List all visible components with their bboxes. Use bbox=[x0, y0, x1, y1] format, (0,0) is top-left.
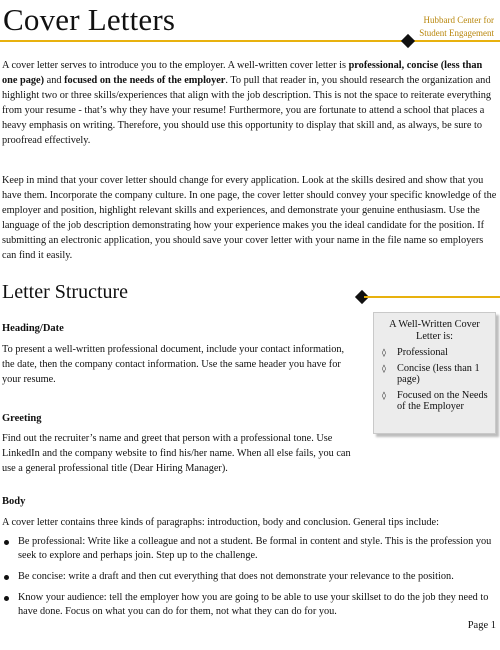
header-rule bbox=[0, 40, 500, 42]
diamond-ornament-icon bbox=[401, 34, 415, 48]
intro-paragraph-2: Keep in mind that your cover letter should change for every application. Look at the skills desired and show that you have them. Incorporate the company culture. In one page, the cover letter should convey your specific knowledge of the employer and position, highlight relevant skills and experiences, and demonstrate your genuine enthusiasm. Use the language of the job description demonstrating how your experience makes you the ideal candidate for the position. If submitting an electronic application, you should save your cover letter with your name in the file name so employers can find it easily. bbox=[2, 175, 497, 261]
list-item bbox=[2, 535, 496, 563]
list-item bbox=[2, 570, 496, 584]
body-paragraph: A cover letter contains three kinds of paragraphs: introduction, body and conclusion. General tips include: bbox=[2, 517, 439, 528]
section-rule bbox=[364, 296, 500, 298]
sidebar-title: A Well-Written Cover Letter is: bbox=[389, 319, 480, 342]
intro-text: and bbox=[44, 75, 65, 86]
sidebar-list-item bbox=[374, 347, 495, 358]
bullet-dot-icon bbox=[4, 575, 9, 580]
intro-text: A cover letter serves to introduce you to the employer. A well-written cover letter is bbox=[2, 60, 349, 71]
page-title: Cover Letters bbox=[3, 2, 176, 37]
list-item bbox=[2, 591, 496, 619]
org-name-line-2: Student Engagement bbox=[419, 28, 494, 38]
intro-emphasis-focused: focused on the needs of the employer bbox=[64, 75, 226, 86]
intro-text: . To pull that reader in, you should research the organization and highlight two or three skills/experiences that align with the job description. This is not the space to reiterate everything from your resume - that’s why they have your resume! Furthermore, you are fortunate to attend a school that places a heavy emphasis on writing. Therefore, you should use this opportunity to display that skill and, as always, be sure to proofread effectively. bbox=[2, 75, 492, 146]
diamond-bullet-icon: ◊ bbox=[382, 364, 386, 373]
diamond-bullet-icon: ◊ bbox=[382, 391, 386, 400]
tip-text: Know your audience: tell the employer how you are going to be able to use your skillset to do the job they need to have done. Focus on what you can do for them, not what they can do for you. bbox=[18, 592, 489, 617]
subheading-greeting: Greeting bbox=[2, 413, 42, 424]
org-name-line-1: Hubbard Center for bbox=[423, 15, 494, 25]
sidebar-item-label: Professional bbox=[397, 347, 448, 358]
page-number: Page 1 bbox=[467, 620, 496, 631]
sidebar-callout bbox=[373, 312, 496, 434]
greeting-paragraph: Find out the recruiter’s name and greet that person with a professional tone. Use LinkedIn and the company website to find his/her name. When all else fails, you can use a general professional title (Dear Hiring Manager). bbox=[2, 433, 351, 474]
sidebar-item-label: Focused on the Needs of the Employer bbox=[397, 390, 488, 412]
bullet-dot-icon bbox=[4, 540, 9, 545]
diamond-bullet-icon: ◊ bbox=[382, 348, 386, 357]
subheading-heading-date: Heading/Date bbox=[2, 323, 64, 334]
org-name bbox=[419, 14, 494, 40]
page-header bbox=[0, 0, 500, 44]
subheading-body: Body bbox=[2, 496, 26, 507]
body-tips-list bbox=[2, 535, 496, 626]
bullet-dot-icon bbox=[4, 596, 9, 601]
section-title-letter-structure: Letter Structure bbox=[2, 281, 129, 303]
sidebar-list-item bbox=[374, 363, 495, 385]
intro-emphasis-professional: professional, concise (less than one page) bbox=[2, 60, 483, 86]
tip-text: Be professional: Write like a colleague and not a student. Be formal in content and style. This is the profession you seek to explore and perhaps join. Step up to the challenge. bbox=[18, 536, 492, 561]
sidebar-item-label: Concise (less than 1 page) bbox=[397, 363, 480, 385]
intro-paragraph-1 bbox=[2, 58, 498, 148]
sidebar-list-item bbox=[374, 390, 495, 412]
heading-date-paragraph: To present a well-written professional document, include your contact information, the date, then the company contact information. Use the same header you have for your resume. bbox=[2, 344, 345, 385]
sidebar-list bbox=[374, 347, 495, 412]
tip-text: Be concise: write a draft and then cut everything that does not demonstrate your relevance to the position. bbox=[18, 571, 454, 582]
